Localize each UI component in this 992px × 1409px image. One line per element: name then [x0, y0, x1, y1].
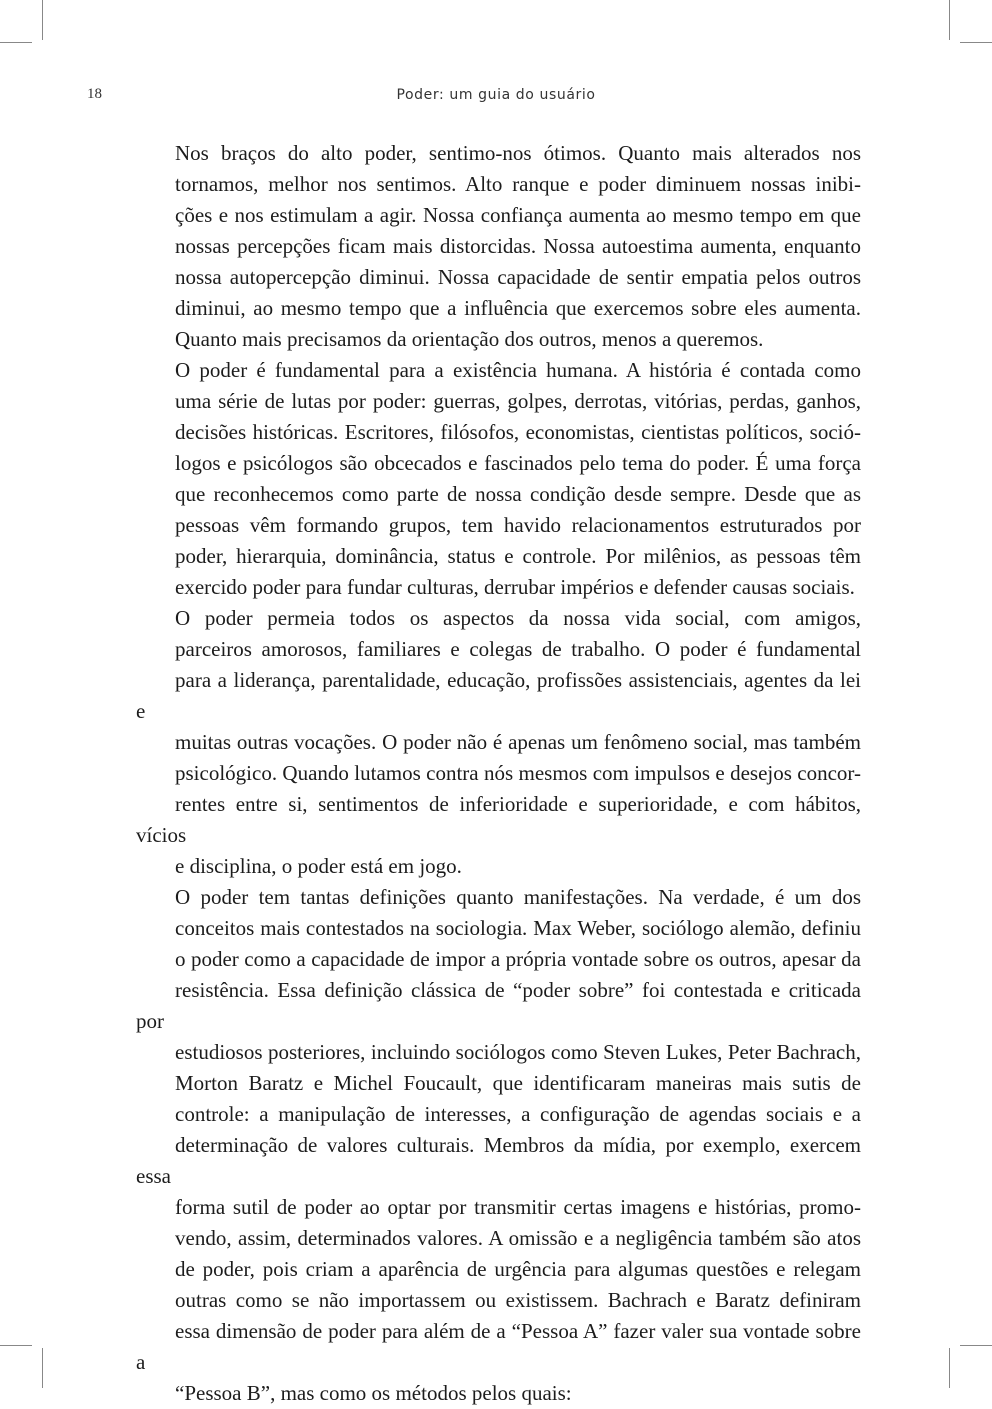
crop-mark: [960, 42, 992, 43]
text-line: o poder como a capacidade de impor a própria vontade sobre os outros, apesar da: [175, 947, 861, 971]
text-line: Morton Baratz e Michel Foucault, que identificaram maneiras mais sutis de: [175, 1071, 861, 1095]
text-line: nossa autopercepção diminui. Nossa capacidade de sentir empatia pelos outros: [175, 265, 861, 289]
crop-mark: [42, 1348, 43, 1388]
paragraph: [136, 138, 861, 355]
text-line: controle: a manipulação de interesses, a configuração de agendas sociais e a: [175, 1102, 861, 1126]
text-line: O poder é fundamental para a existência humana. A história é contada como: [175, 358, 861, 382]
text-line: Nos braços do alto poder, sentimo-nos ótimos. Quanto mais alterados nos: [175, 141, 861, 165]
text-line: exercido poder para fundar culturas, derrubar impérios e defender causas sociais.: [175, 575, 855, 599]
text-line: forma sutil de poder ao optar por transmitir certas imagens e histórias, promo-: [175, 1195, 861, 1219]
text-line: vendo, assim, determinados valores. A omissão e a negligência também são atos: [175, 1226, 861, 1250]
text-line: resistência. Essa definição clássica de “poder sobre” foi contestada e criticada por: [136, 978, 861, 1033]
text-line: conceitos mais contestados na sociologia. Max Weber, sociólogo alemão, definiu: [175, 916, 861, 940]
text-line: diminui, ao mesmo tempo que a influência que exercemos sobre eles aumenta.: [175, 296, 861, 320]
crop-mark: [42, 0, 43, 40]
text-line: uma série de lutas por poder: guerras, golpes, derrotas, vitórias, perdas, ganhos,: [175, 389, 861, 413]
text-line: outras como se não importassem ou existissem. Bachrach e Baratz definiram: [175, 1288, 861, 1312]
text-line: ções e nos estimulam a agir. Nossa confiança aumenta ao mesmo tempo em que: [175, 203, 861, 227]
text-line: nossas percepções ficam mais distorcidas. Nossa autoestima aumenta, enquanto: [175, 234, 861, 258]
text-line: O poder permeia todos os aspectos da nossa vida social, com amigos,: [175, 606, 861, 630]
text-line: e disciplina, o poder está em jogo.: [175, 854, 462, 878]
text-line: Quanto mais precisamos da orientação dos outros, menos a queremos.: [175, 327, 764, 351]
paragraph: [136, 603, 861, 882]
text-line: O poder tem tantas definições quanto manifestações. Na verdade, é um dos: [175, 885, 861, 909]
crop-mark: [960, 1345, 992, 1346]
crop-mark: [0, 1345, 32, 1346]
text-line: que reconhecemos como parte de nossa condição desde sempre. Desde que as: [175, 482, 861, 506]
text-line: “Pessoa B”, mas como os métodos pelos quais:: [175, 1381, 572, 1405]
crop-mark: [949, 0, 950, 40]
paragraph: [136, 882, 861, 1409]
text-line: parceiros amorosos, familiares e colegas de trabalho. O poder é fundamental: [175, 637, 861, 661]
text-line: logos e psicólogos são obcecados e fascinados pelo tema do poder. É uma força: [175, 451, 861, 475]
text-line: pessoas vêm formando grupos, tem havido relacionamentos estruturados por: [175, 513, 861, 537]
text-line: de poder, pois criam a aparência de urgência para algumas questões e relegam: [175, 1257, 861, 1281]
crop-mark: [949, 1348, 950, 1388]
text-line: decisões históricas. Escritores, filósofos, economistas, cientistas políticos, soció-: [175, 420, 861, 444]
text-line: para a liderança, parentalidade, educação, profissões assistenciais, agentes da lei e: [136, 668, 861, 723]
body-text: [136, 138, 861, 1409]
running-title: Poder: um guia do usuário: [396, 87, 596, 103]
text-line: poder, hierarquia, dominância, status e controle. Por milênios, as pessoas têm: [175, 544, 861, 568]
text-line: psicológico. Quando lutamos contra nós mesmos com impulsos e desejos concor-: [175, 761, 861, 785]
text-line: essa dimensão de poder para além de a “Pessoa A” fazer valer sua vontade sobre a: [136, 1319, 861, 1374]
text-line: estudiosos posteriores, incluindo sociólogos como Steven Lukes, Peter Bachrach,: [175, 1040, 861, 1064]
text-line: muitas outras vocações. O poder não é apenas um fenômeno social, mas também: [175, 730, 861, 754]
crop-mark: [0, 42, 32, 43]
text-line: rentes entre si, sentimentos de inferioridade e superioridade, e com hábitos, vícios: [136, 792, 861, 847]
text-line: determinação de valores culturais. Membros da mídia, por exemplo, exercem essa: [136, 1133, 861, 1188]
page-number: 18: [87, 86, 102, 102]
text-line: tornamos, melhor nos sentimos. Alto ranque e poder diminuem nossas inibi-: [175, 172, 861, 196]
paragraph: [136, 355, 861, 603]
